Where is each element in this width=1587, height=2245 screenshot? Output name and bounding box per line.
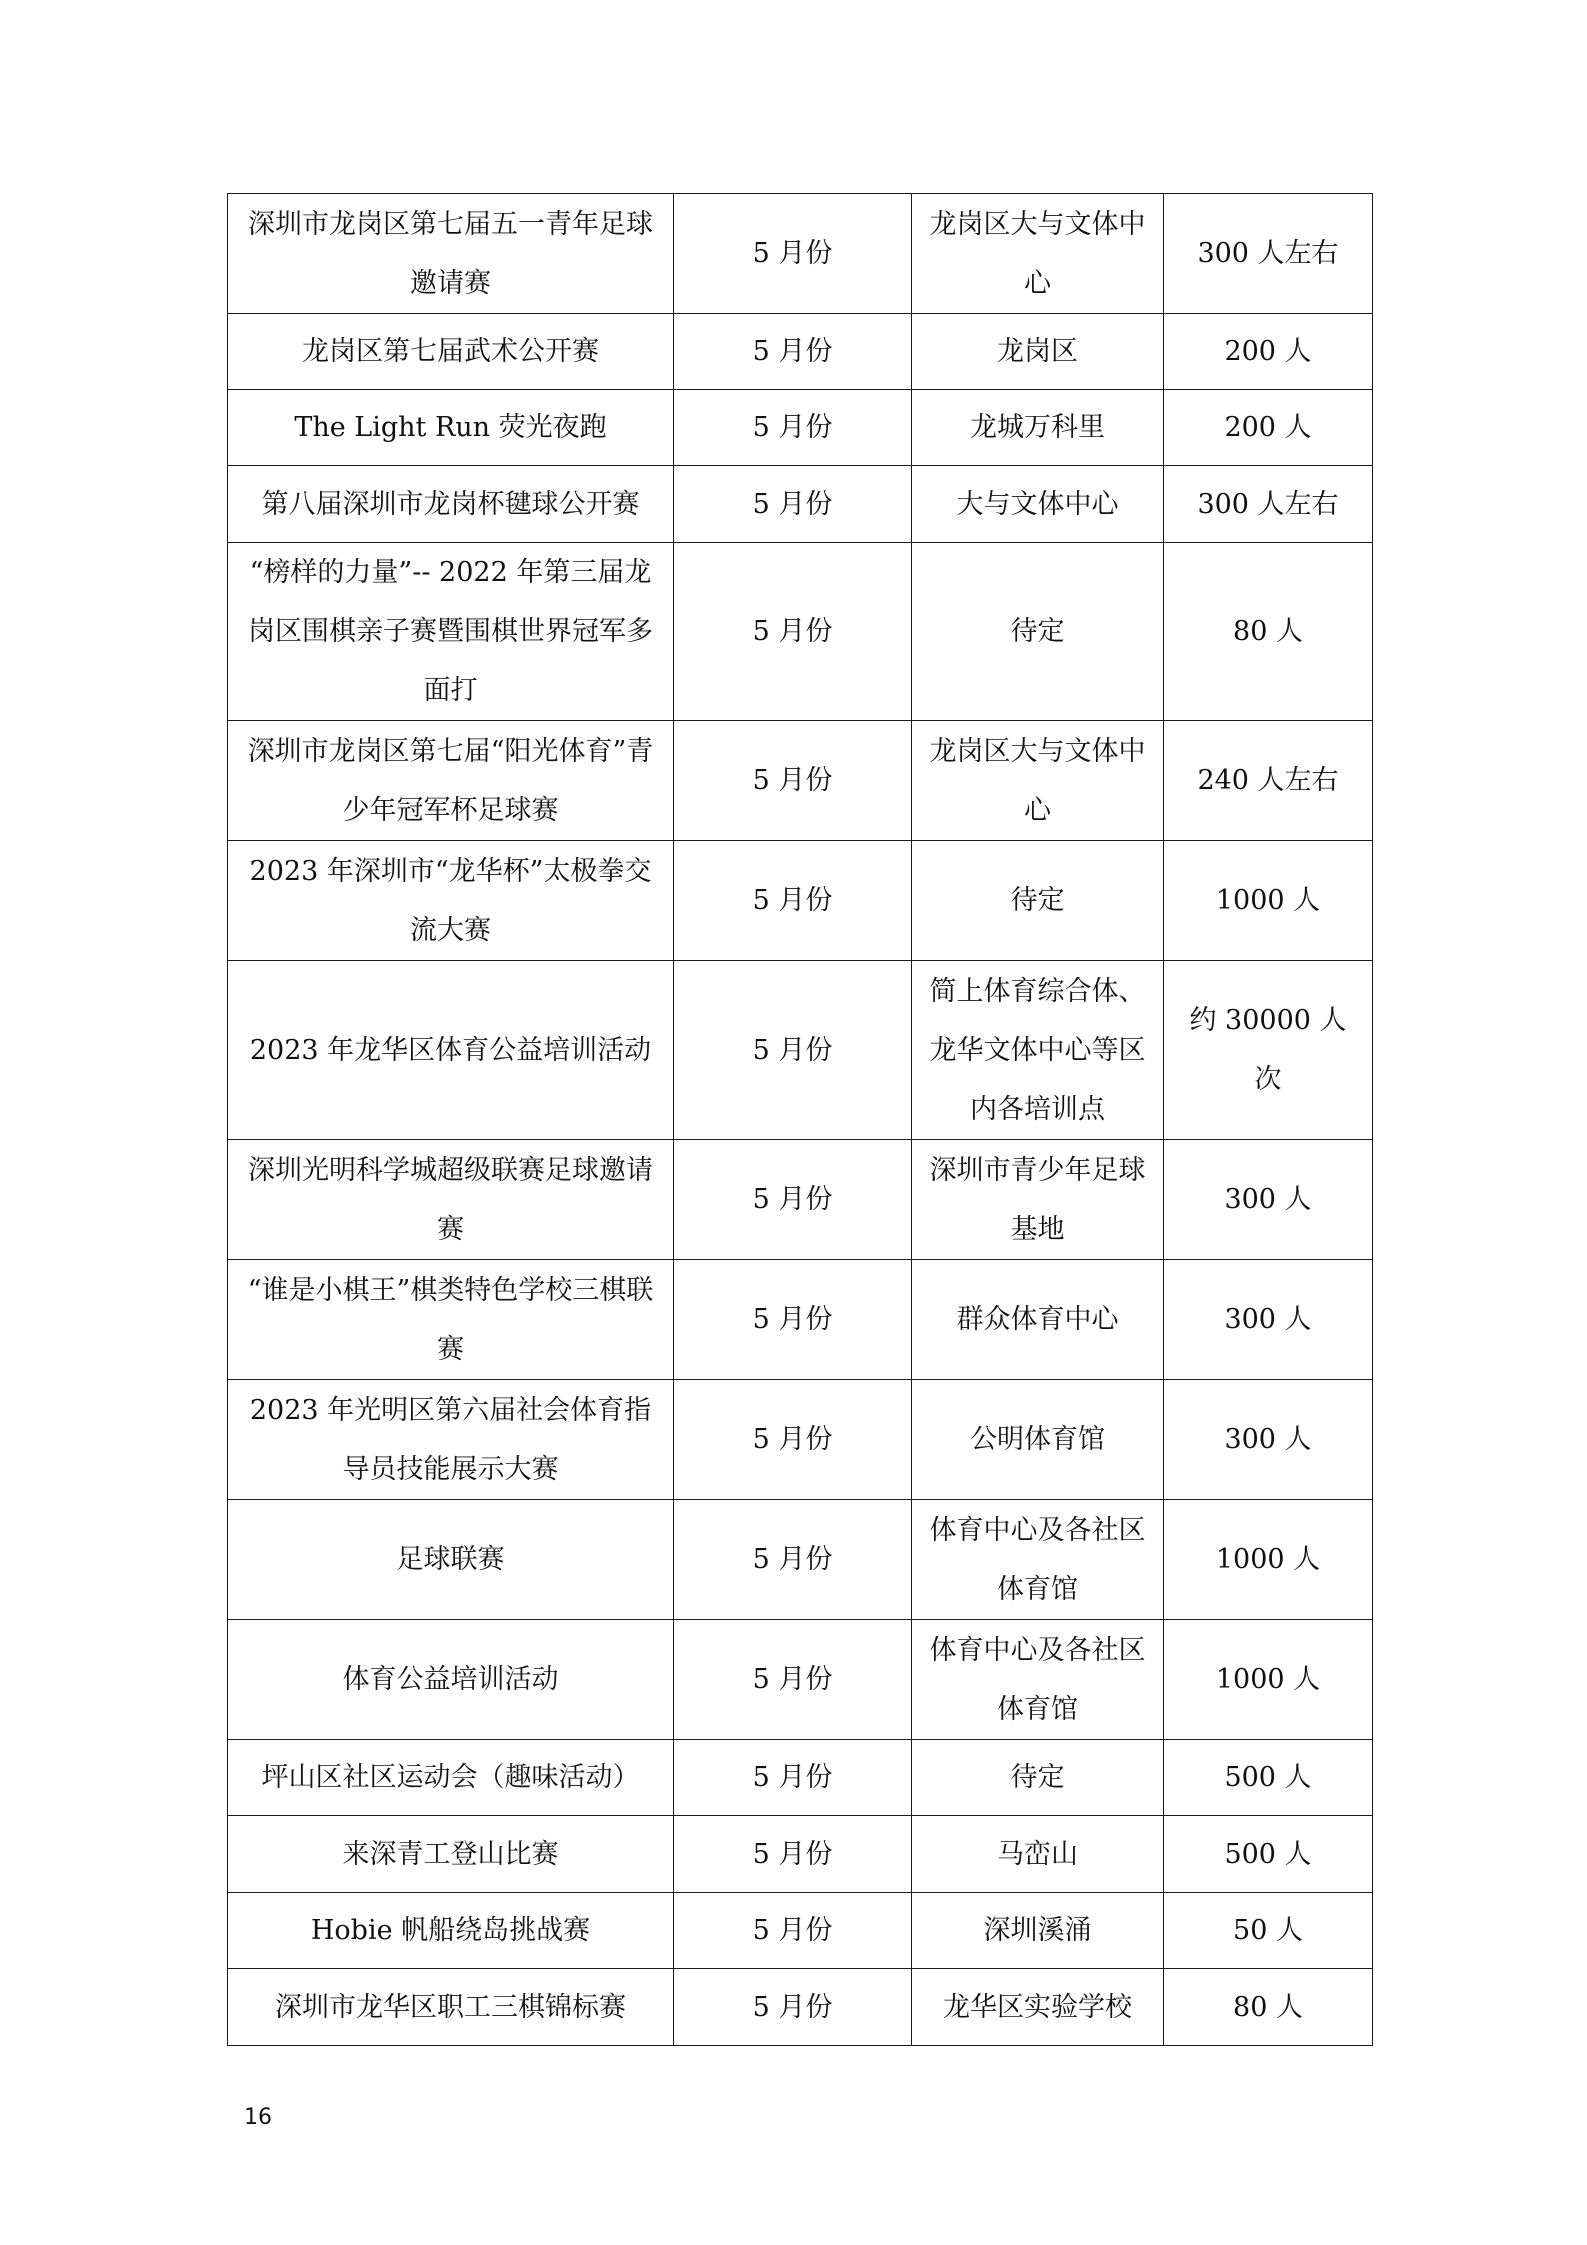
event-people-cell: 500 人 [1164,1740,1373,1816]
page-number: 16 [244,2105,272,2130]
event-name-cell: “谁是小棋王”棋类特色学校三棋联赛 [228,1260,674,1380]
event-people-cell: 300 人左右 [1164,466,1373,543]
table-row [228,1740,1373,1816]
event-people-cell: 80 人 [1164,543,1373,721]
event-place-cell: 待定 [912,1740,1164,1816]
table-row [228,1500,1373,1620]
event-time-cell: 5 月份 [674,1969,912,2046]
table-row [228,466,1373,543]
event-place-cell: 体育中心及各社区体育馆 [912,1500,1164,1620]
table-row [228,1893,1373,1969]
event-time-cell: 5 月份 [674,841,912,961]
event-people-cell: 500 人 [1164,1816,1373,1893]
table-row [228,1620,1373,1740]
event-time-cell: 5 月份 [674,1620,912,1740]
event-name-cell: Hobie 帆船绕岛挑战赛 [228,1893,674,1969]
event-name-cell: 第八届深圳市龙岗杯毽球公开赛 [228,466,674,543]
table-row [228,1816,1373,1893]
event-name-cell: 深圳市龙岗区第七届“阳光体育”青少年冠军杯足球赛 [228,721,674,841]
event-people-cell: 300 人 [1164,1380,1373,1500]
table-row [228,1260,1373,1380]
event-people-cell: 240 人左右 [1164,721,1373,841]
event-people-cell: 200 人 [1164,314,1373,390]
event-people-cell: 80 人 [1164,1969,1373,2046]
event-time-cell: 5 月份 [674,721,912,841]
events-table [227,193,1373,2046]
event-people-cell: 300 人 [1164,1260,1373,1380]
event-place-cell: 大与文体中心 [912,466,1164,543]
event-time-cell: 5 月份 [674,1893,912,1969]
table-row [228,314,1373,390]
event-name-cell: 2023 年光明区第六届社会体育指导员技能展示大赛 [228,1380,674,1500]
table-row [228,1140,1373,1260]
event-name-cell: The Light Run 荧光夜跑 [228,390,674,466]
event-time-cell: 5 月份 [674,1140,912,1260]
table-row [228,390,1373,466]
event-name-cell: 龙岗区第七届武术公开赛 [228,314,674,390]
table-row [228,1380,1373,1500]
event-place-cell: 龙岗区大与文体中心 [912,194,1164,314]
event-place-cell: 群众体育中心 [912,1260,1164,1380]
event-people-cell: 50 人 [1164,1893,1373,1969]
event-name-cell: 深圳市龙岗区第七届五一青年足球邀请赛 [228,194,674,314]
event-place-cell: 体育中心及各社区体育馆 [912,1620,1164,1740]
event-place-cell: 待定 [912,841,1164,961]
event-people-cell: 200 人 [1164,390,1373,466]
event-time-cell: 5 月份 [674,1380,912,1500]
event-place-cell: 深圳市青少年足球基地 [912,1140,1164,1260]
event-place-cell: 龙岗区大与文体中心 [912,721,1164,841]
event-people-cell: 1000 人 [1164,1500,1373,1620]
event-place-cell: 简上体育综合体、龙华文体中心等区内各培训点 [912,961,1164,1140]
event-name-cell: 体育公益培训活动 [228,1620,674,1740]
event-people-cell: 300 人左右 [1164,194,1373,314]
event-people-cell: 1000 人 [1164,1620,1373,1740]
event-time-cell: 5 月份 [674,194,912,314]
event-name-cell: 2023 年深圳市“龙华杯”太极拳交流大赛 [228,841,674,961]
event-time-cell: 5 月份 [674,390,912,466]
table-row [228,841,1373,961]
event-name-cell: “榜样的力量”-- 2022 年第三届龙岗区围棋亲子赛暨围棋世界冠军多面打 [228,543,674,721]
event-people-cell: 约 30000 人次 [1164,961,1373,1140]
event-name-cell: 深圳光明科学城超级联赛足球邀请赛 [228,1140,674,1260]
event-name-cell: 2023 年龙华区体育公益培训活动 [228,961,674,1140]
event-people-cell: 300 人 [1164,1140,1373,1260]
event-time-cell: 5 月份 [674,1500,912,1620]
table-row [228,1969,1373,2046]
event-time-cell: 5 月份 [674,466,912,543]
event-name-cell: 深圳市龙华区职工三棋锦标赛 [228,1969,674,2046]
table-row [228,194,1373,314]
event-place-cell: 龙城万科里 [912,390,1164,466]
event-time-cell: 5 月份 [674,314,912,390]
event-place-cell: 龙华区实验学校 [912,1969,1164,2046]
event-time-cell: 5 月份 [674,1740,912,1816]
event-place-cell: 待定 [912,543,1164,721]
event-place-cell: 深圳溪涌 [912,1893,1164,1969]
event-time-cell: 5 月份 [674,543,912,721]
event-time-cell: 5 月份 [674,961,912,1140]
event-people-cell: 1000 人 [1164,841,1373,961]
table-row [228,961,1373,1140]
event-place-cell: 马峦山 [912,1816,1164,1893]
event-time-cell: 5 月份 [674,1260,912,1380]
table-row [228,543,1373,721]
event-time-cell: 5 月份 [674,1816,912,1893]
event-place-cell: 龙岗区 [912,314,1164,390]
event-name-cell: 足球联赛 [228,1500,674,1620]
table-row [228,721,1373,841]
event-name-cell: 来深青工登山比赛 [228,1816,674,1893]
event-name-cell: 坪山区社区运动会（趣味活动） [228,1740,674,1816]
event-place-cell: 公明体育馆 [912,1380,1164,1500]
